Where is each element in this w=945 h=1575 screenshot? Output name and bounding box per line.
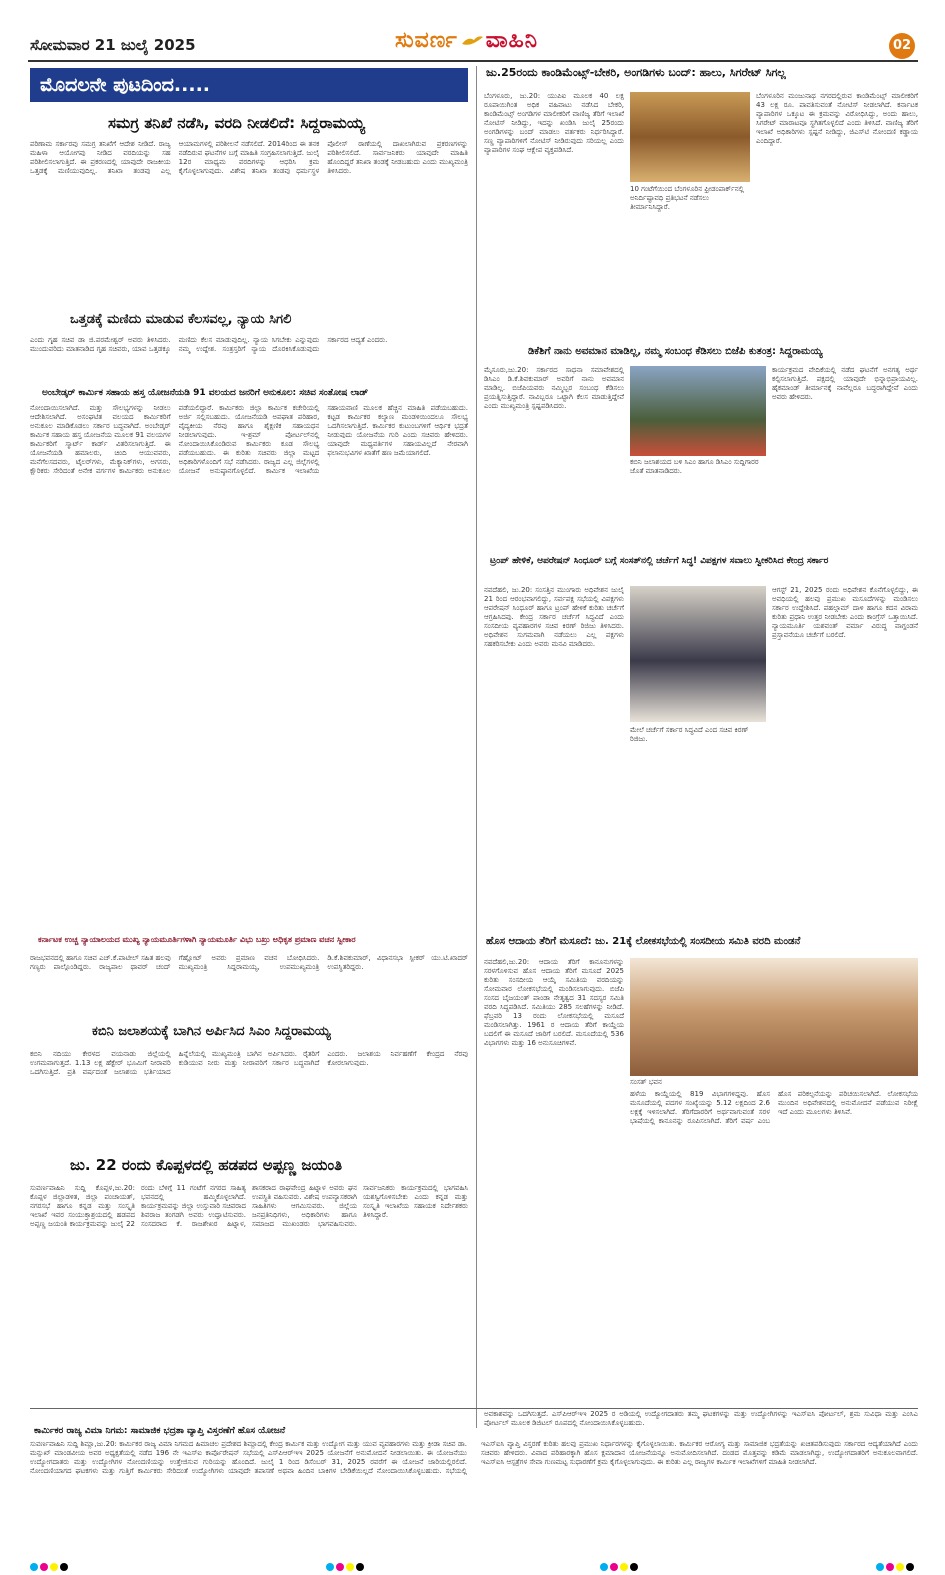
story-headline: ಕರ್ನಾಟಕ ಉಚ್ಚ ನ್ಯಾಯಾಲಯದ ಮುಖ್ಯ ನ್ಯಾಯಮೂರ್ತಿಗಳಾಗಿ ನ್ಯಾಯಮೂರ್ತಿ ವಿಭು ಬಖ್ರು ಅಧಿಕೃತ ಪ್ರಮಾಣ ವಚನ ಸ್ವೀಕಾರ: [38, 935, 356, 944]
story-body: ನವದೆಹಲಿ,ಜು.20: ಆದಾಯ ತೆರಿಗೆ ಕಾನೂನುಗಳನ್ನು ಸರಳಗೊಳಿಸುವ ಹೊಸ ಆದಾಯ ತೆರಿಗೆ ಮಸೂದೆ 2025 ಕುರಿತು ಸಂಸದೀಯ ಆಯ್ಕೆ ಸಮಿತಿಯ ವರದಿಯನ್ನು ಸೋಮವಾರ ಲೋಕಸಭೆಯಲ್ಲಿ ಮಂಡಿಸಲಾಗುವುದು. ಬಿಜೆಪಿ ಸಂಸದ ಬೈಜಯಂತ್ ಪಾಂಡಾ ನೇತೃತ್ವದ 31 ಸದಸ್ಯರ ಸಮಿತಿ ವರದಿ ಸಿದ್ಧಪಡಿಸಿದೆ. ಸಮಿತಿಯು 285 ಸಲಹೆಗಳನ್ನು ನೀಡಿದೆ. ಫೆಬ್ರವರಿ 13 ರಂದು ಲೋಕಸಭೆಯಲ್ಲಿ ಮಸೂದೆ ಮಂಡಿಸಲಾಗಿತ್ತು. 1961 ರ ಆದಾಯ ತೆರಿಗೆ ಕಾಯ್ದೆಯ ಬದಲಿಗೆ ಈ ಮಸೂದೆ ಜಾರಿಗೆ ಬರಲಿದೆ. ಮಸೂದೆಯಲ್ಲಿ 536 ವಿಭಾಗಗಳು ಮತ್ತು 16 ಅನುಸೂಚಿಗಳಿವೆ.: [484, 958, 624, 1047]
section-rule: [30, 1408, 918, 1409]
print-registration-marks: [30, 1556, 70, 1575]
section-banner: ಮೊದಲನೇ ಪುಟದಿಂದ.....: [30, 68, 468, 102]
story-body: ಸುವರ್ಣವಾಹಿನಿ ಸುದ್ದಿ ಕೊಪ್ಪಳ,ಜು.20: ಕೊಪ್ಪಳ ಜಿಲ್ಲಾಡಳಿತ, ಜಿಲ್ಲಾ ಪಂಚಾಯತ್, ನಗರಸಭೆ ಹಾಗೂ ಕನ್ನಡ ಮತ್ತು ಸಂಸ್ಕೃತಿ ಇಲಾಖೆ ಇವರ ಸಂಯುಕ್ತಾಶ್ರಯದಲ್ಲಿ ಹಡಪದ ಅಪ್ಪಣ್ಣ ಜಯಂತಿ ಕಾರ್ಯಕ್ರಮವನ್ನು ಜುಲೈ 22 ರಂದು ಬೆಳಿಗ್ಗೆ 11 ಗಂಟೆಗೆ ನಗರದ ಸಾಹಿತ್ಯ ಭವನದಲ್ಲಿ ಹಮ್ಮಿಕೊಳ್ಳಲಾಗಿದೆ. ಕಾರ್ಯಕ್ರಮವನ್ನು ಜಿಲ್ಲಾ ಉಸ್ತುವಾರಿ ಸಚಿವರಾದ ಶಿವರಾಜ ತಂಗಡಗಿ ಅವರು ಉದ್ಘಾಟಿಸುವರು. ಸಂಸದರಾದ ಕೆ. ರಾಜಶೇಖರ ಹಿಟ್ನಾಳ, ಶಾಸಕರಾದ ರಾಘವೇಂದ್ರ ಹಿಟ್ನಾಳ ಅವರು ಘನ ಉಪಸ್ಥಿತಿ ವಹಿಸುವರು. ವಿಶೇಷ ಉಪನ್ಯಾಸಕರಾಗಿ ಸಾಹಿತಿಗಳು ಆಗಮಿಸುವರು. ಜಿಲ್ಲೆಯ ಜನಪ್ರತಿನಿಧಿಗಳು, ಅಧಿಕಾರಿಗಳು ಹಾಗೂ ಸಮಾಜದ ಮುಖಂಡರು ಭಾಗವಹಿಸುವರು. ಸಾರ್ವಜನಿಕರು ಕಾರ್ಯಕ್ರಮದಲ್ಲಿ ಭಾಗವಹಿಸಿ ಯಶಸ್ವಿಗೊಳಿಸಬೇಕು ಎಂದು ಕನ್ನಡ ಮತ್ತು ಸಂಸ್ಕೃತಿ ಇಲಾಖೆಯ ಸಹಾಯಕ ನಿರ್ದೇಶಕರು ತಿಳಿಸಿದ್ದಾರೆ.: [30, 1184, 468, 1228]
story-body: ಪರಿಣಾಮ ಸರ್ಕಾರವು ಸಮಗ್ರ ತನಿಖೆಗೆ ಆದೇಶ ನೀಡಿದೆ. ರಾಜ್ಯ ಮಹಿಳಾ ಆಯೋಗವು ನೀಡಿದ ವರದಿಯನ್ನು ಸಹ ಪರಿಶೀಲಿಸಲಾಗುತ್ತಿದೆ. ಈ ಪ್ರಕರಣದಲ್ಲಿ ಯಾವುದೇ ರಾಜಕೀಯ ಒತ್ತಡಕ್ಕೆ ಮಣಿಯುವುದಿಲ್ಲ. ತನಿಖಾ ತಂಡವು ಎಲ್ಲ ಆಯಾಮಗಳಲ್ಲಿ ಪರಿಶೀಲನೆ ನಡೆಸಲಿದೆ. 2014ರಿಂದ ಈ ತನಕ ನಡೆದಿರುವ ಘಟನೆಗಳ ಬಗ್ಗೆ ಮಾಹಿತಿ ಸಂಗ್ರಹಿಸಲಾಗುತ್ತಿದೆ. ಜುಲೈ 12ರ ಮಾಧ್ಯಮ ವರದಿಗಳನ್ನು ಆಧರಿಸಿ ಕ್ರಮ ಕೈಗೊಳ್ಳಲಾಗುವುದು. ವಿಶೇಷ ತನಿಖಾ ತಂಡವು ಧರ್ಮಸ್ಥಳ ಪೊಲೀಸ್ ಠಾಣೆಯಲ್ಲಿ ದಾಖಲಾಗಿರುವ ಪ್ರಕರಣಗಳನ್ನು ಪರಿಶೀಲಿಸಲಿದೆ. ಸಾರ್ವಜನಿಕರು ಯಾವುದೇ ಮಾಹಿತಿ ಹೊಂದಿದ್ದರೆ ತನಿಖಾ ತಂಡಕ್ಕೆ ನೀಡಬಹುದು ಎಂದು ಮುಖ್ಯಮಂತ್ರಿ ತಿಳಿಸಿದರು.: [30, 140, 468, 175]
story-headline: ಒತ್ತಡಕ್ಕೆ ಮಣಿದು ಮಾಡುವ ಕೆಲಸವಲ್ಲ, ನ್ಯಾಯ ಸಿಗಲಿ: [70, 312, 292, 327]
story-headline: ಜು.25ರಂದು ಕಾಂಡಿಮೆಂಟ್ಸ್-ಬೇಕರಿ, ಅಂಗಡಿಗಳು ಬಂದ್: ಹಾಲು, ಸಿಗರೇಟ್ ಸಿಗಲ್ಲ: [486, 66, 786, 79]
newspaper-logo: [395, 28, 538, 53]
story-body: ರಾಜಭವನದಲ್ಲಿ ಹಾಗೂ ಸಚಿವ ಎಚ್.ಕೆ.ಪಾಟೀಲ್ ಸಹಿತ ಹಲವು ಗಣ್ಯರು ಪಾಲ್ಗೊಂಡಿದ್ದರು. ರಾಜ್ಯಪಾಲ ಥಾವರ್ ಚಂದ್ ಗೆಹ್ಲೋಟ್ ಅವರು ಪ್ರಮಾಣ ವಚನ ಬೋಧಿಸಿದರು. ಮುಖ್ಯಮಂತ್ರಿ ಸಿದ್ದರಾಮಯ್ಯ, ಉಪಮುಖ್ಯಮಂತ್ರಿ ಡಿ.ಕೆ.ಶಿವಕುಮಾರ್, ವಿಧಾನಸಭಾ ಸ್ಪೀಕರ್ ಯು.ಟಿ.ಖಾದರ್ ಉಪಸ್ಥಿತರಿದ್ದರು.: [30, 954, 468, 971]
story-headline: ಕಬಿನಿ ಜಲಾಶಯಕ್ಕೆ ಬಾಗಿನ ಅರ್ಪಿಸಿದ ಸಿಎಂ ಸಿದ್ದರಾಮಯ್ಯ: [92, 1024, 331, 1039]
print-registration-marks: [876, 1556, 916, 1575]
story-body: ಅವಕಾಶವನ್ನು ಒದಗಿಸುತ್ತದೆ. ಎಸ್‌ಪಿಆರ್‌ಇಇ 2025 ರ ಅಡಿಯಲ್ಲಿ ಉದ್ಯೋಗದಾತರು ತಮ್ಮ ಘಟಕಗಳನ್ನು ಮತ್ತು ಉದ್ಯೋಗಿಗಳನ್ನು ಇಎಸ್‌ಐಸಿ ಪೋರ್ಟಲ್, ಶ್ರಮ ಸುವಿಧಾ ಮತ್ತು ಎಂಸಿಎ ಪೋರ್ಟಲ್ ಮೂಲಕ ಡಿಜಿಟಲ್ ರೂಪದಲ್ಲಿ ನೋಂದಾಯಿಸಿಕೊಳ್ಳಬಹುದು.: [484, 1410, 918, 1427]
logo-emblem-icon: [460, 29, 484, 43]
photo-caption: ಮೇಲೆ ಚರ್ಚೆಗೆ ಸರ್ಕಾರ ಸಿದ್ಧವಿದೆ ಎಂದ ಸಚಿವ ಕಿರಣ್ ರಿಜಿಜು.: [630, 726, 749, 743]
minister-photo: [630, 586, 766, 722]
story-body: ಕಬಿನಿ ನದಿಯು ಕೇರಳದ ವಯನಾಡು ಜಿಲ್ಲೆಯಲ್ಲಿ ಉಗಮವಾಗುತ್ತದೆ. 1.13 ಲಕ್ಷ ಹೆಕ್ಟೇರ್ ಭೂಮಿಗೆ ನೀರಾವರಿ ಒದಗಿಸುತ್ತಿದೆ. ಪ್ರತಿ ವರ್ಷದಂತೆ ಜಲಾಶಯ ಭರ್ತಿಯಾದ ಹಿನ್ನೆಲೆಯಲ್ಲಿ ಮುಖ್ಯಮಂತ್ರಿ ಬಾಗಿನ ಅರ್ಪಿಸಿದರು. ರೈತರಿಗೆ ಕುಡಿಯುವ ನೀರು ಮತ್ತು ನೀರಾವರಿಗೆ ಸರ್ಕಾರ ಬದ್ಧವಾಗಿದೆ ಎಂದರು. ಜಲಾಶಯ ನಿರ್ವಹಣೆಗೆ ಕೇಂದ್ರದ ನೆರವು ಕೋರಲಾಗುವುದು.: [30, 1050, 468, 1076]
story-body: ಆಗಸ್ಟ್ 21, 2025 ರಂದು ಅಧಿವೇಶನ ಕೊನೆಗೊಳ್ಳಲಿದ್ದು, ಈ ಅವಧಿಯಲ್ಲಿ ಹಲವು ಪ್ರಮುಖ ಮಸೂದೆಗಳನ್ನು ಮಂಡಿಸಲು ಸರ್ಕಾರ ಉದ್ದೇಶಿಸಿದೆ. ಪಹಲ್ಗಾಮ್ ದಾಳಿ ಹಾಗೂ ಕದನ ವಿರಾಮ ಕುರಿತು ಪ್ರಧಾನಿ ಉತ್ತರ ನೀಡಬೇಕು ಎಂದು ಕಾಂಗ್ರೆಸ್ ಒತ್ತಾಯಿಸಿದೆ. ನ್ಯಾಯಮೂರ್ತಿ ಯಶವಂತ್ ವರ್ಮಾ ವಿರುದ್ಧ ವಾಗ್ದಂಡನೆ ಪ್ರಸ್ತಾವನೆಯೂ ಚರ್ಚೆಗೆ ಬರಲಿದೆ.: [772, 586, 918, 639]
photo-caption: 10 ಗಂಟೆಗೆಯಿಂದ ಬೆಂಗಳೂರಿನ ಫ್ರೀಡಂಪಾರ್ಕ್‌ನಲ್ಲಿ ಅನಿರ್ದಿಷ್ಟಾವಧಿ ಪ್ರತಿಭಟನೆ ನಡೆಸಲು ತೀರ್ಮಾನಿಸಿದ್ದಾರೆ.: [630, 185, 744, 211]
story-body: ನೋಂದಾಯಿಸಲಾಗಿದೆ. ಮತ್ತು ಸೌಲಭ್ಯಗಳನ್ನು ನೀಡಲು ಆದೇಶಿಸಲಾಗಿದೆ. ಅಸಂಘಟಿತ ವಲಯದ ಕಾರ್ಮಿಕರಿಗೆ ಅನುಕೂಲ ಮಾಡಿಕೊಡಲು ಸರ್ಕಾರ ಬದ್ಧವಾಗಿದೆ. ಅಂಬೇಡ್ಕರ್ ಕಾರ್ಮಿಕ ಸಹಾಯ ಹಸ್ತ ಯೋಜನೆಯ ಮೂಲಕ 91 ವಲಯಗಳ ಕಾರ್ಮಿಕರಿಗೆ ಸ್ಮಾರ್ಟ್ ಕಾರ್ಡ್ ವಿತರಿಸಲಾಗುತ್ತಿದೆ. ಈ ಯೋಜನೆಯಡಿ ಹಮಾಲರು, ಚಿಂದಿ ಆಯುವವರು, ಮನೆಗೆಲಸದವರು, ಟೈಲರ್‌ಗಳು, ಮೆಕ್ಯಾನಿಕ್‌ಗಳು, ಅಗಸರು, ಕ್ಷೌರಿಕರು ಸೇರಿದಂತೆ ಅನೇಕ ವರ್ಗಗಳ ಕಾರ್ಮಿಕರು ಅನುಕೂಲ ಪಡೆಯಲಿದ್ದಾರೆ. ಕಾರ್ಮಿಕರು ಜಿಲ್ಲಾ ಕಾರ್ಮಿಕ ಕಚೇರಿಯಲ್ಲಿ ಅರ್ಜಿ ಸಲ್ಲಿಸಬಹುದು. ಯೋಜನೆಯಡಿ ಅಪಘಾತ ಪರಿಹಾರ, ವೈದ್ಯಕೀಯ ನೆರವು ಹಾಗೂ ಶೈಕ್ಷಣಿಕ ಸಹಾಯಧನ ನೀಡಲಾಗುವುದು. ಇ-ಶ್ರಮ್ ಪೋರ್ಟಲ್‌ನಲ್ಲಿ ನೋಂದಾಯಿಸಿಕೊಂಡಿರುವ ಕಾರ್ಮಿಕರು ಕೂಡ ಸೌಲಭ್ಯ ಪಡೆಯಬಹುದು. ಈ ಕುರಿತು ಸಚಿವರು ಜಿಲ್ಲಾ ಮಟ್ಟದ ಅಧಿಕಾರಿಗಳೊಂದಿಗೆ ಸಭೆ ನಡೆಸಿದರು. ರಾಜ್ಯದ ಎಲ್ಲ ಜಿಲ್ಲೆಗಳಲ್ಲಿ ಯೋಜನೆ ಅನುಷ್ಠಾನಗೊಳ್ಳಲಿದೆ. ಕಾರ್ಮಿಕ ಇಲಾಖೆಯ ಸಹಾಯವಾಣಿ ಮೂಲಕ ಹೆಚ್ಚಿನ ಮಾಹಿತಿ ಪಡೆಯಬಹುದು. ಕಟ್ಟಡ ಕಾರ್ಮಿಕರ ಕಲ್ಯಾಣ ಮಂಡಳಿಯಿಂದಲೂ ಸೌಲಭ್ಯ ಒದಗಿಸಲಾಗುತ್ತಿದೆ. ಕಾರ್ಮಿಕರ ಕುಟುಂಬಗಳಿಗೆ ಆರ್ಥಿಕ ಭದ್ರತೆ ನೀಡುವುದು ಯೋಜನೆಯ ಗುರಿ ಎಂದು ಸಚಿವರು ಹೇಳಿದರು. ಯಾವುದೇ ಮಧ್ಯವರ್ತಿಗಳ ಸಹಾಯವಿಲ್ಲದೆ ನೇರವಾಗಿ ಫಲಾನುಭವಿಗಳ ಖಾತೆಗೆ ಹಣ ಜಮೆಯಾಗಲಿದೆ.: [30, 404, 468, 475]
story-body: ಬೆಂಗಳೂರಿನ ಮಂಜುನಾಥ ನಗರದಲ್ಲಿರುವ ಕಾಂಡಿಮೆಂಟ್ಸ್ ಮಾಲೀಕರಿಗೆ 43 ಲಕ್ಷ ರೂ. ಪಾವತಿಸುವಂತೆ ನೋಟಿಸ್ ನೀಡಲಾಗಿದೆ. ಕರ್ನಾಟಕ ವ್ಯಾಪಾರಿಗಳ ಒಕ್ಕೂಟ ಈ ಕ್ರಮವನ್ನು ವಿರೋಧಿಸಿದ್ದು, ಅಂದು ಹಾಲು, ಸಿಗರೇಟ್ ಮಾರಾಟವೂ ಸ್ಥಗಿತಗೊಳ್ಳಲಿದೆ ಎಂದು ತಿಳಿಸಿದೆ. ವಾಣಿಜ್ಯ ತೆರಿಗೆ ಇಲಾಖೆ ಅಧಿಕಾರಿಗಳು ಸ್ಪಷ್ಟನೆ ನೀಡಿದ್ದು, ಜಿಎಸ್‌ಟಿ ನೋಂದಣಿ ಕಡ್ಡಾಯ ಎಂದಿದ್ದಾರೆ.: [756, 92, 918, 145]
logo-text-part2: ವಾಹಿನಿ: [485, 28, 539, 53]
print-registration-marks: [326, 1556, 366, 1575]
story-headline: ಡಿಕೆಶಿಗೆ ನಾನು ಅವಮಾನ ಮಾಡಿಲ್ಲ, ನಮ್ಮ ಸಂಬಂಧ ಕೆಡಿಸಲು ಬಿಜೆಪಿ ಕುತಂತ್ರ: ಸಿದ್ದರಾಮಯ್ಯ: [528, 346, 823, 357]
story-body: ಬೆಂಗಳೂರು, ಜು.20: ಯುಪಿಐ ಮೂಲಕ 40 ಲಕ್ಷ ರೂಪಾಯಿಗಿಂತ ಅಧಿಕ ವಹಿವಾಟು ನಡೆಸಿದ ಬೇಕರಿ, ಕಾಂಡಿಮೆಂಟ್ಸ್ ಅಂಗಡಿಗಳ ಮಾಲೀಕರಿಗೆ ವಾಣಿಜ್ಯ ತೆರಿಗೆ ಇಲಾಖೆ ನೋಟಿಸ್ ನೀಡಿದ್ದು, ಇದನ್ನು ಖಂಡಿಸಿ ಜುಲೈ 25ರಂದು ಅಂಗಡಿಗಳನ್ನು ಬಂದ್ ಮಾಡಲು ವರ್ತಕರು ನಿರ್ಧರಿಸಿದ್ದಾರೆ. ಸಣ್ಣ ವ್ಯಾಪಾರಿಗಳಿಗೆ ನೋಟಿಸ್ ನೀಡಿರುವುದು ಸರಿಯಲ್ಲ ಎಂದು ವ್ಯಾಪಾರಿಗಳ ಸಂಘ ಆಕ್ಷೇಪ ವ್ಯಕ್ತಪಡಿಸಿದೆ.: [484, 92, 624, 154]
bakery-photo: [630, 92, 750, 182]
page-number: 02: [889, 33, 915, 59]
masthead-rule: [28, 60, 918, 62]
story-headline: ಸಮಗ್ರ ತನಿಖೆ ನಡೆಸಿ, ವರದಿ ನೀಡಲಿದೆ: ಸಿದ್ದರಾಮಯ್ಯ: [108, 114, 366, 132]
parliament-photo: [630, 958, 918, 1076]
story-body: ಕಾರ್ಯಕ್ರಮದ ವೇದಿಕೆಯಲ್ಲಿ ನಡೆದ ಘಟನೆಗೆ ಅನಗತ್ಯ ಅರ್ಥ ಕಲ್ಪಿಸಲಾಗುತ್ತಿದೆ. ಪಕ್ಷದಲ್ಲಿ ಯಾವುದೇ ಭಿನ್ನಾಭಿಪ್ರಾಯವಿಲ್ಲ. ಹೈಕಮಾಂಡ್ ತೀರ್ಮಾನಕ್ಕೆ ನಾವೆಲ್ಲರೂ ಬದ್ಧರಾಗಿದ್ದೇವೆ ಎಂದು ಅವರು ಹೇಳಿದರು.: [772, 366, 918, 401]
story-headline: ಟ್ರಂಪ್ ಹೇಳಿಕೆ, ಆಪರೇಷನ್ ಸಿಂಧೂರ್ ಬಗ್ಗೆ ಸಂಸತ್‌ನಲ್ಲಿ ಚರ್ಚೆಗೆ ಸಿದ್ಧ! ವಿಪಕ್ಷಗಳ ಸವಾಲು ಸ್ವೀಕರಿಸಿದ ಕೇಂದ್ರ ಸರ್ಕಾರ: [490, 556, 829, 566]
logo-text-part1: ಸುವರ್ಣ: [395, 28, 458, 53]
photo-caption: ಸಂಸತ್ ಭವನ: [630, 1078, 662, 1086]
story-headline: ಕಾರ್ಮಿಕರ ರಾಜ್ಯ ವಿಮಾ ನಿಗಮ: ಸಾಮಾಜಿಕ ಭದ್ರತಾ ವ್ಯಾಪ್ತಿ ವಿಸ್ತರಣೆಗೆ ಹೊಸ ಯೋಜನೆ: [34, 1426, 286, 1436]
photo-caption: ಕಬಿನಿ ಜಲಾಶಯದ ಬಳಿ ಸಿಎಂ ಹಾಗೂ ಡಿಸಿಎಂ ಸುದ್ದಿಗಾರರ ಜೊತೆ ಮಾತನಾಡಿದರು.: [630, 458, 759, 475]
story-headline: ಜು. 22 ರಂದು ಕೊಪ್ಪಳದಲ್ಲಿ ಹಡಪದ ಅಪ್ಪಣ್ಣ ಜಯಂತಿ: [70, 1156, 343, 1174]
story-body: ಸುವರ್ಣವಾಹಿನಿ ಸುದ್ದಿ ಶಿಮ್ಲಾ,ಜು.20: ಕಾರ್ಮಿಕರ ರಾಜ್ಯ ವಿಮಾ ನಿಗಮದ ಹಿಮಾಚಲ ಪ್ರದೇಶದ ಶಿಮ್ಲಾದಲ್ಲಿ ಕೇಂದ್ರ ಕಾರ್ಮಿಕ ಮತ್ತು ಉದ್ಯೋಗ ಮತ್ತು ಯುವ ವ್ಯವಹಾರಗಳು ಮತ್ತು ಕ್ರೀಡಾ ಸಚಿವ ಡಾ. ಮನ್ಸುಖ್ ಮಾಂಡವೀಯ ಅವರ ಅಧ್ಯಕ್ಷತೆಯಲ್ಲಿ ನಡೆದ 196 ನೇ ಇಎಸ್‌ಐ ಕಾರ್ಪೊರೇಷನ್ ಸಭೆಯಲ್ಲಿ ಎಸ್‌ಪಿಆರ್‌ಇಇ 2025 ಯೋಜನೆಗೆ ಅನುಮೋದನೆ ನೀಡಲಾಯಿತು. ಈ ಯೋಜನೆಯು ಉದ್ಯೋಗದಾತರು ಮತ್ತು ಉದ್ಯೋಗಿಗಳ ನೋಂದಣಿಯನ್ನು ಉತ್ತೇಜಿಸುವ ಗುರಿಯನ್ನು ಹೊಂದಿದೆ. ಜುಲೈ 1 ರಿಂದ ಡಿಸೆಂಬರ್ 31, 2025 ರವರೆಗೆ ಈ ಯೋಜನೆ ಜಾರಿಯಲ್ಲಿರಲಿದೆ. ನೋಂದಣಿಯಾಗದ ಘಟಕಗಳು ಮತ್ತು ಗುತ್ತಿಗೆ ಕಾರ್ಮಿಕರು ಸೇರಿದಂತೆ ಉದ್ಯೋಗಿಗಳು ಯಾವುದೇ ತಪಾಸಣೆ ಅಥವಾ ಹಿಂದಿನ ಬಾಕಿಗಳ ಬೇಡಿಕೆಯಿಲ್ಲದೆ ನೋಂದಾಯಿಸಿಕೊಳ್ಳಬಹುದು. ಸಭೆಯಲ್ಲಿ ಇಎಸ್‌ಐಸಿ ವ್ಯಾಪ್ತಿ ವಿಸ್ತರಣೆ ಕುರಿತು ಹಲವು ಪ್ರಮುಖ ನಿರ್ಧಾರಗಳನ್ನು ಕೈಗೊಳ್ಳಲಾಯಿತು. ಕಾರ್ಮಿಕರ ಆರೋಗ್ಯ ಮತ್ತು ಸಾಮಾಜಿಕ ಭದ್ರತೆಯನ್ನು ಖಚಿತಪಡಿಸುವುದು ಸರ್ಕಾರದ ಆದ್ಯತೆಯಾಗಿದೆ ಎಂದು ಸಚಿವರು ಹೇಳಿದರು. ವಿವಾದ ಪರಿಹಾರಕ್ಕಾಗಿ ಹೊಸ ಕ್ಷಮಾದಾನ ಯೋಜನೆಯನ್ನೂ ಅನುಮೋದಿಸಲಾಗಿದೆ. ದಂಡದ ಮೊತ್ತವನ್ನು ಕಡಿಮೆ ಮಾಡಲಾಗಿದ್ದು, ಉದ್ಯೋಗದಾತರಿಗೆ ಅನುಕೂಲವಾಗಲಿದೆ. ಇಎಸ್‌ಐಸಿ ಆಸ್ಪತ್ರೆಗಳ ಸೇವಾ ಗುಣಮಟ್ಟ ಸುಧಾರಣೆಗೆ ಕ್ರಮ ಕೈಗೊಳ್ಳಲಾಗುವುದು. ಈ ಕುರಿತು ಎಲ್ಲ ರಾಜ್ಯಗಳ ಕಾರ್ಮಿಕ ಇಲಾಖೆಗಳಿಗೆ ಮಾಹಿತಿ ನೀಡಲಾಗಿದೆ.: [30, 1440, 918, 1475]
masthead: [0, 0, 945, 62]
story-body: ಹಳೆಯ ಕಾಯ್ದೆಯಲ್ಲಿ 819 ವಿಭಾಗಗಳಿದ್ದವು. ಹೊಸ ಮಸೂದೆಯಲ್ಲಿ ಪದಗಳ ಸಂಖ್ಯೆಯನ್ನು 5.12 ಲಕ್ಷದಿಂದ 2.6 ಲಕ್ಷಕ್ಕೆ ಇಳಿಸಲಾಗಿದೆ. ತೆರಿಗೆದಾರರಿಗೆ ಅರ್ಥವಾಗುವಂತೆ ಸರಳ ಭಾಷೆಯಲ್ಲಿ ಕಾನೂನನ್ನು ರೂಪಿಸಲಾಗಿದೆ. ತೆರಿಗೆ ವರ್ಷ ಎಂಬ ಹೊಸ ಪರಿಕಲ್ಪನೆಯನ್ನು ಪರಿಚಯಿಸಲಾಗಿದೆ. ಲೋಕಸಭೆಯ ಮುಂದಿನ ಅಧಿವೇಶನದಲ್ಲಿ ಅನುಮೋದನೆ ಪಡೆಯುವ ನಿರೀಕ್ಷೆ ಇದೆ ಎಂದು ಮೂಲಗಳು ತಿಳಿಸಿವೆ.: [630, 1090, 918, 1125]
story-headline: ಹೊಸ ಆದಾಯ ತೆರಿಗೆ ಮಸೂದೆ: ಜು. 21ಕ್ಕೆ ಲೋಕಸಭೆಯಲ್ಲಿ ಸಂಸದೀಯ ಸಮಿತಿ ವರದಿ ಮಂಡನೆ: [486, 936, 801, 947]
issue-date: ಸೋಮವಾರ 21 ಜುಲೈ 2025: [30, 36, 196, 54]
print-registration-marks: [600, 1556, 640, 1575]
story-body: ಎಂದು ಗೃಹ ಸಚಿವ ಡಾ ಜಿ.ಪರಮೇಶ್ವರ್ ಅವರು ತಿಳಿಸಿದರು. ಮುಂದುವರಿದು ಮಾತನಾಡಿದ ಗೃಹ ಸಚಿವರು, ಯಾವ ಒತ್ತಡಕ್ಕೂ ಮಣಿದು ಕೆಲಸ ಮಾಡುವುದಿಲ್ಲ. ನ್ಯಾಯ ಸಿಗಬೇಕು ಎನ್ನುವುದು ನಮ್ಮ ಉದ್ದೇಶ. ಸಂತ್ರಸ್ತರಿಗೆ ನ್ಯಾಯ ದೊರಕಿಸಿಕೊಡುವುದು ಸರ್ಕಾರದ ಆದ್ಯತೆ ಎಂದರು.: [30, 336, 388, 353]
cm-photo: [630, 366, 766, 456]
story-headline: ಅಂಬೇಡ್ಕರ್ ಕಾರ್ಮಿಕ ಸಹಾಯ ಹಸ್ತ ಯೋಜನೆಯಡಿ 91 ವಲಯದ ಜನರಿಗೆ ಅನುಕೂಲ: ಸಚಿವ ಸಂತೋಷ ಲಾಡ್: [42, 388, 369, 398]
story-body: ಮೈಸೂರು,ಜು.20: ಸರ್ಕಾರದ ಸಾಧನಾ ಸಮಾವೇಶದಲ್ಲಿ ಡಿಸಿಎಂ ಡಿ.ಕೆ.ಶಿವಕುಮಾರ್ ಅವರಿಗೆ ನಾನು ಅವಮಾನ ಮಾಡಿಲ್ಲ. ಬಿಜೆಪಿಯವರು ನಮ್ಮಿಬ್ಬರ ಸಂಬಂಧ ಕೆಡಿಸಲು ಪ್ರಯತ್ನಿಸುತ್ತಿದ್ದಾರೆ. ನಾವಿಬ್ಬರೂ ಒಟ್ಟಾಗಿ ಕೆಲಸ ಮಾಡುತ್ತಿದ್ದೇವೆ ಎಂದು ಮುಖ್ಯಮಂತ್ರಿ ಸ್ಪಷ್ಟಪಡಿಸಿದರು.: [484, 366, 624, 410]
story-body: ನವದೆಹಲಿ, ಜು.20: ಸಂಸತ್ತಿನ ಮುಂಗಾರು ಅಧಿವೇಶನ ಜುಲೈ 21 ರಿಂದ ಆರಂಭವಾಗಲಿದ್ದು, ಸರ್ವಪಕ್ಷ ಸಭೆಯಲ್ಲಿ ವಿಪಕ್ಷಗಳು ಆಪರೇಷನ್ ಸಿಂಧೂರ್ ಹಾಗೂ ಟ್ರಂಪ್ ಹೇಳಿಕೆ ಕುರಿತು ಚರ್ಚೆಗೆ ಆಗ್ರಹಿಸಿದವು. ಕೇಂದ್ರ ಸರ್ಕಾರ ಚರ್ಚೆಗೆ ಸಿದ್ಧವಿದೆ ಎಂದು ಸಂಸದೀಯ ವ್ಯವಹಾರಗಳ ಸಚಿವ ಕಿರಣ್ ರಿಜಿಜು ತಿಳಿಸಿದರು. ಅಧಿವೇಶನ ಸುಗಮವಾಗಿ ನಡೆಯಲು ಎಲ್ಲ ಪಕ್ಷಗಳು ಸಹಕರಿಸಬೇಕು ಎಂದು ಅವರು ಮನವಿ ಮಾಡಿದರು.: [484, 586, 624, 648]
column-divider: [476, 66, 477, 1428]
